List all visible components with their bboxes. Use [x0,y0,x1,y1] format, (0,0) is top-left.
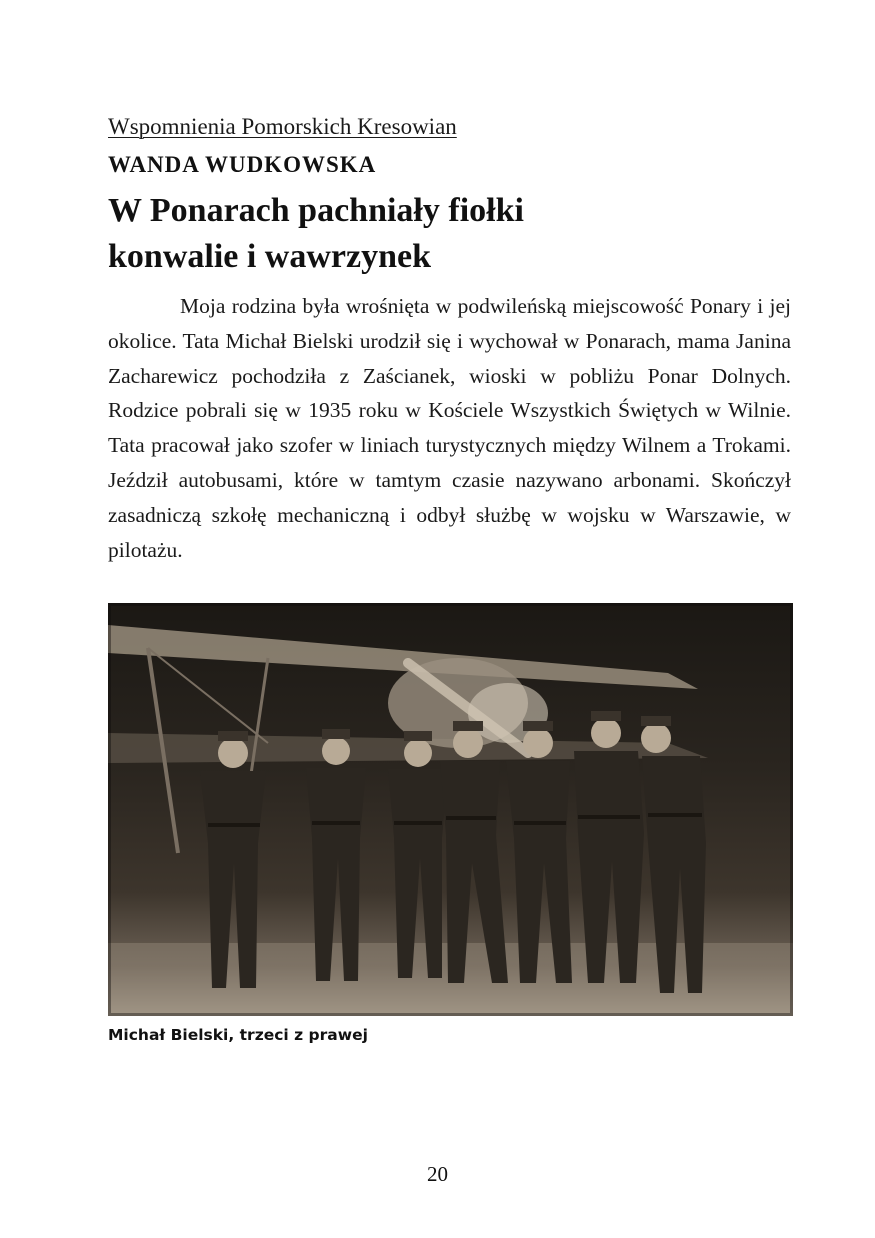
historical-photo [108,603,793,1016]
article-title-line-1: W Ponarach pachniały fiołki [108,192,524,229]
body-paragraph: Moja rodzina była wrośnięta w podwileńską miejscowość Ponary i jej okolice. Tata Michał Bielski urodził się i wychował w Ponarach, mama Janina Zacharewicz pochodziła z Zaścianek, wioski w pobliżu Ponar Dolnych. Rodzice pobrali się w 1935 roku w Kościele Wszystkich Świętych w Wilnie. Tata pracował jako szofer w liniach turystycznych między Wilnem a Trokami. Jeździł autobusami, które w tamtym czasie nazywano arbonami. Skończył zasadniczą szkołę mechaniczną i odbył służbę w wojsku w Warszawie, w pilotażu. [108,294,791,562]
article-title-line-2: konwalie i wawrzynek [108,238,431,275]
photo-illustration [108,603,793,1016]
page-number: 20 [427,1162,448,1186]
soldier-3 [388,731,448,978]
author-name: WANDA WUDKOWSKA [108,152,377,177]
soldier-6 [574,711,644,983]
series-title: Wspomnienia Pomorskich Kresowian [108,114,457,139]
photo-caption: Michał Bielski, trzeci z prawej [108,1026,368,1044]
article-title [108,188,524,280]
